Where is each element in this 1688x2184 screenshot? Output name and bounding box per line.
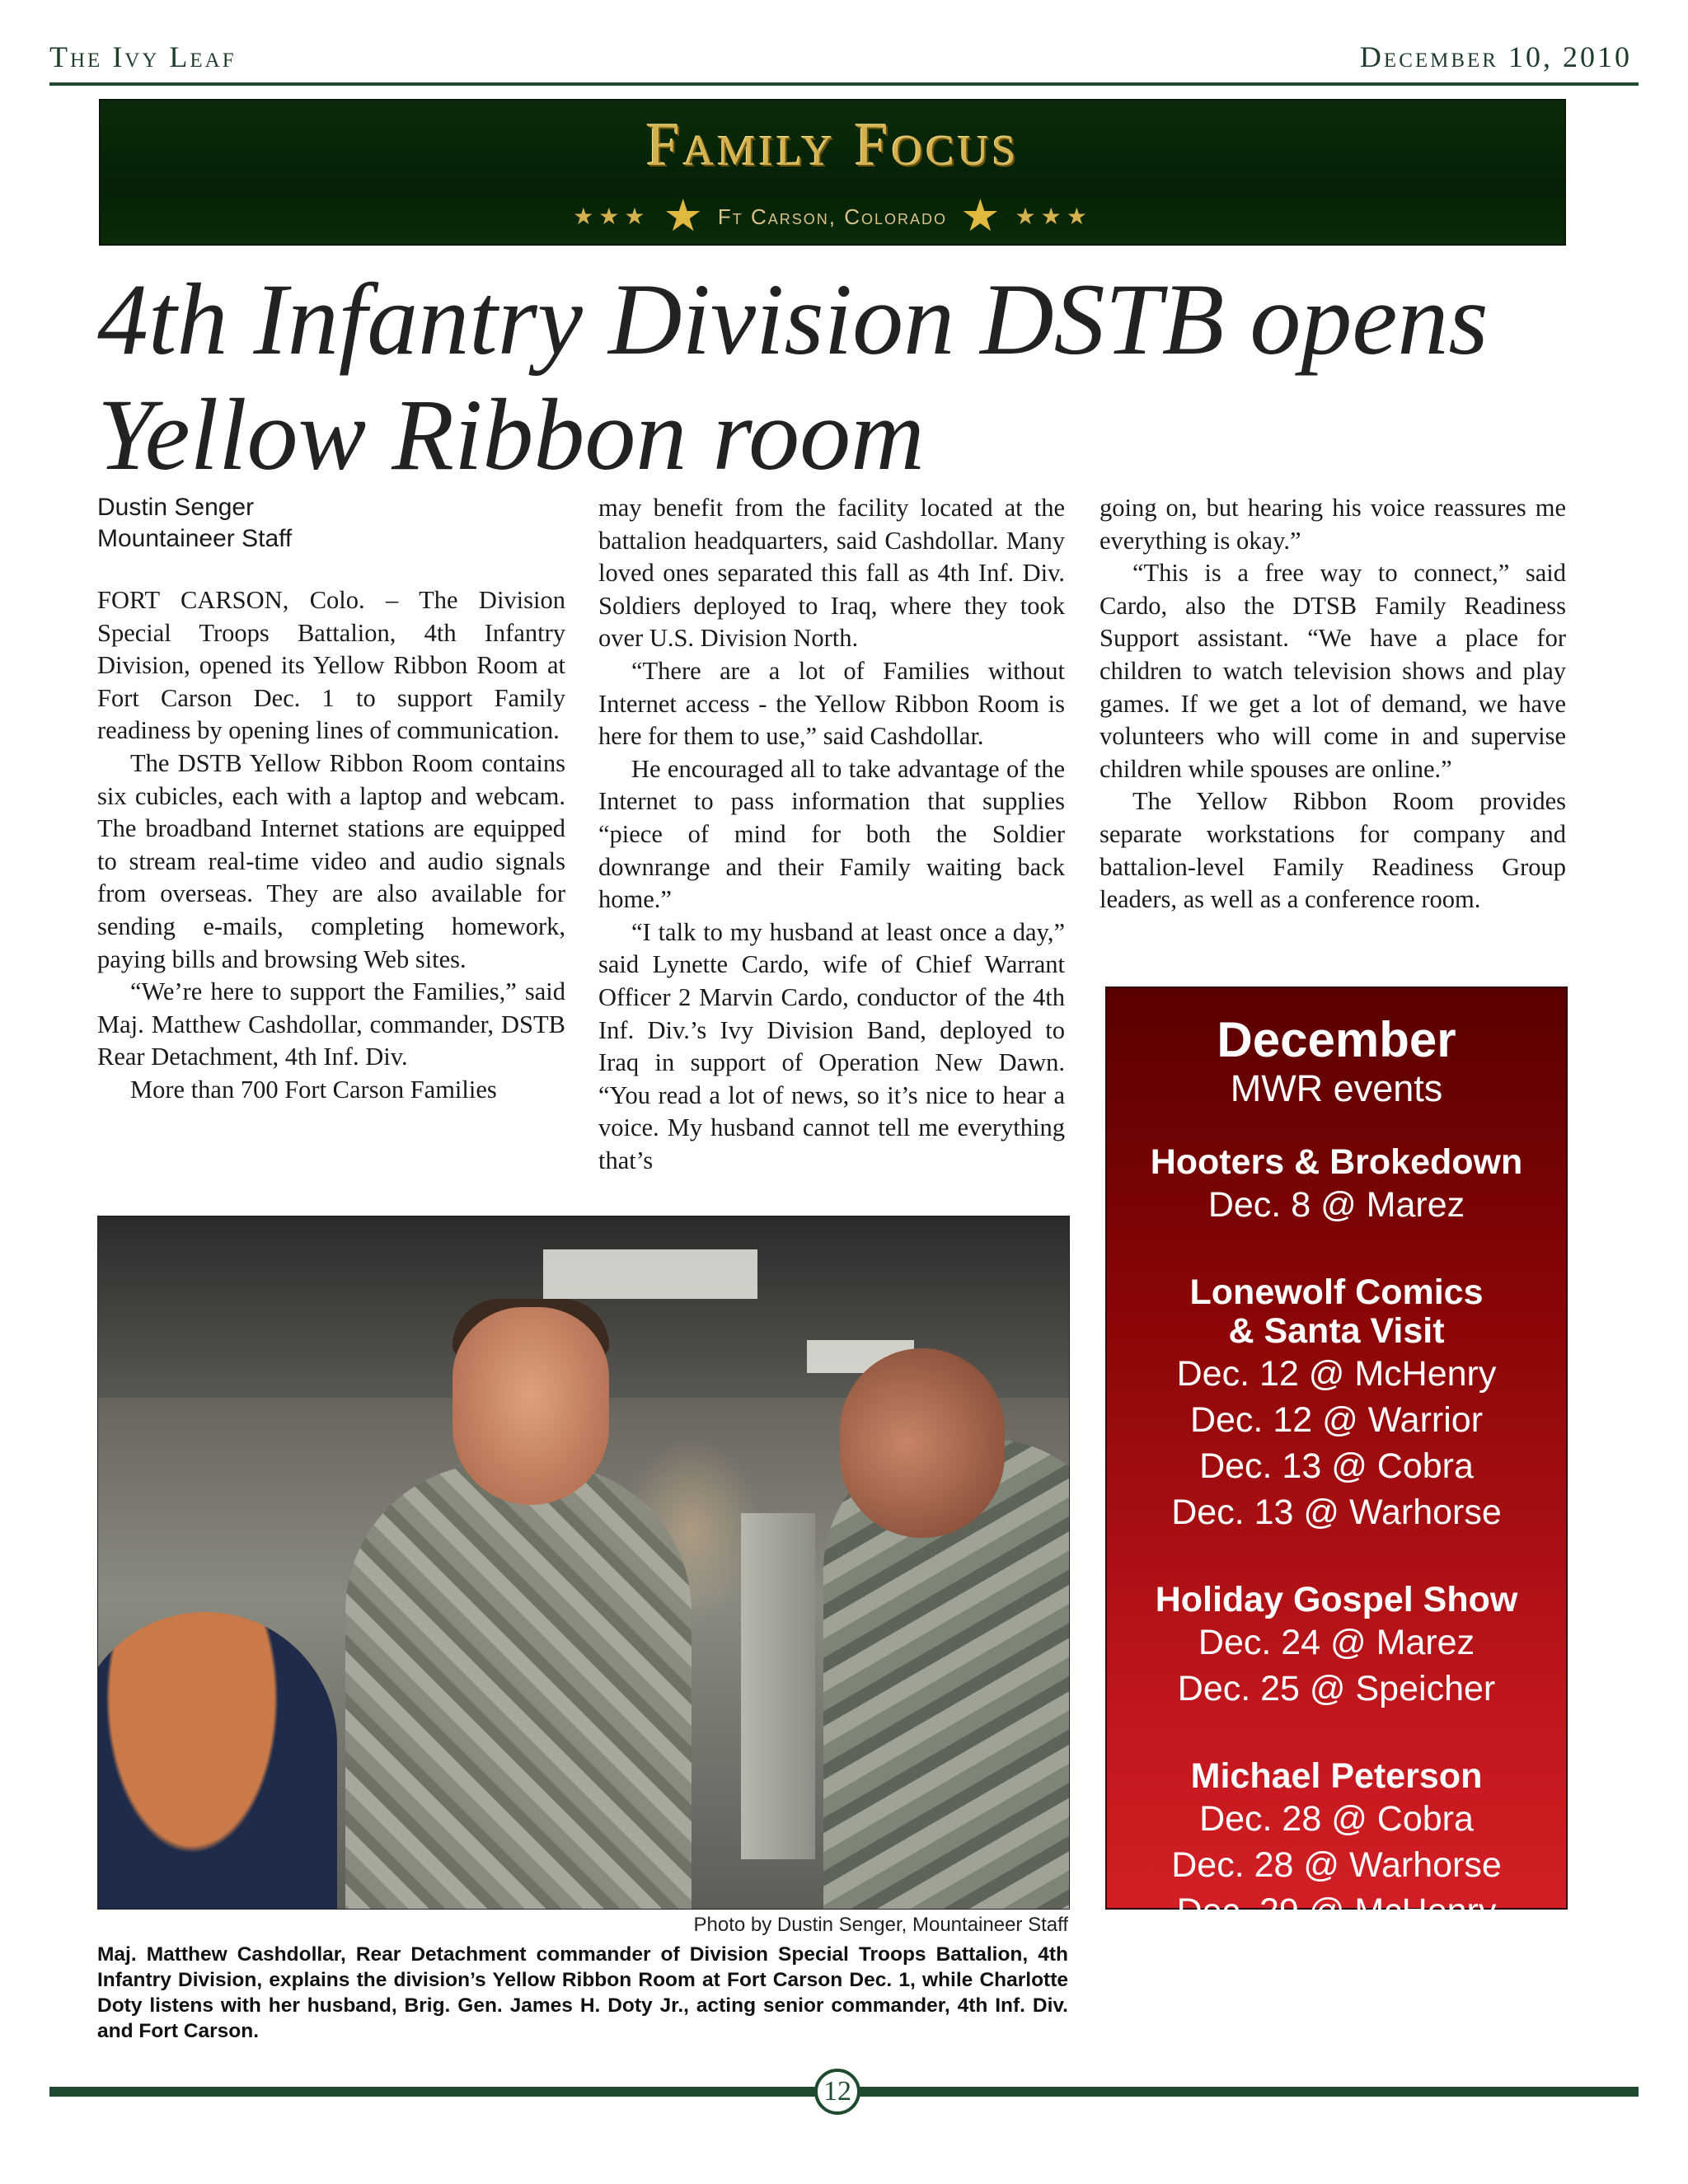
banner-subtitle-row [101,190,1564,241]
issue-date: December 10, 2010 [1359,40,1632,73]
header-rule [49,82,1639,86]
publication-name: The Ivy Leaf [49,40,237,73]
article-paragraph: He encouraged all to take advantage of the Internet to pass information that supplies “piece of mind for both the Soldier downrange and their Family waiting back home.” [598,754,1065,914]
article-column-2 [598,492,1065,1177]
event-name: Michael Peterson [1190,1756,1483,1796]
article-paragraph: going on, but hearing his voice reassures me everything is okay.” [1100,494,1566,555]
star-icon: ★★★ [1015,204,1092,229]
photo-credit: Photo by Dustin Senger, Mountaineer Staff [693,1914,1068,1936]
event-date: Dec. 28 @ Warhorse [1171,1845,1502,1885]
headline-line-1: 4th Infantry Division DSTB opens [97,263,1489,376]
article-paragraph: “We’re here to support the Families,” said Maj. Matthew Cashdollar, commander, DSTB Rear Detachment, 4th Inf. Div. [97,977,565,1071]
article-paragraph: “This is a free way to connect,” said Cardo, also the DTSB Family Readiness Support assistant. “We have a place for children to watch television shows and play games. If we get a lot of demand, we have volunteers who will come in and supervise children while spouses are online.” [1100,559,1566,783]
photo-caption: Maj. Matthew Cashdollar, Rear Detachment commander of Division Special Troops Battalion, 4th Infantry Division, explains the division’s Yellow Ribbon Room at Fort Carson Dec. 1, while Charlotte Doty listens with her husband, Brig. Gen. James H. Doty Jr., acting senior commander, 4th Inf. Div. and Fort Carson. [97,1943,1068,2042]
event-date: Dec. 24 @ Marez [1198,1623,1475,1662]
event-date: Dec. 12 @ McHenry [1176,1354,1497,1394]
page-number: 12 [814,2069,860,2115]
event-date: Dec. 29 @ Warrior [1189,1938,1484,1977]
event-date: Dec. 28 @ Cobra [1199,1799,1474,1839]
mwr-subtitle: MWR events [1230,1067,1443,1109]
article-headline [97,262,1597,493]
banner-subtitle: Ft Carson, Colorado [717,204,948,229]
byline-role: Mountaineer Staff [97,525,293,552]
star-icon: ★ [663,191,705,241]
general-head [840,1348,1005,1538]
section-banner [99,99,1566,246]
event-date: Dec. 25 @ Speicher [1177,1669,1496,1708]
mwr-event [1107,1273,1566,1535]
banner-title: Family Focus [645,111,1020,179]
article-paragraph: The DSTB Yellow Ribbon Room contains six cubicles, each with a laptop and webcam. The broadband Internet stations are equipped to stream real-time video and audio signals from overseas. They are also available for sending e-mails, completing homework, paying bills and browsing Web sites. [97,748,565,973]
article-paragraph: “I talk to my husband at least once a day,” said Lynette Cardo, wife of Chief Warrant Officer 2 Marvin Cardo, conductor of the 4th Inf. Div.’s Ivy Division Band, deployed to Iraq in support of Operation New Dawn. “You read a lot of news, so it’s nice to hear a voice. My husband cannot tell me everything that’s [598,917,1065,1174]
event-date: Dec. 13 @ Warhorse [1171,1493,1502,1532]
article-column-1 [97,492,565,1107]
star-icon: ★★★ [573,204,650,229]
woman-figure [97,1612,337,1910]
article-paragraph: The Yellow Ribbon Room provides separate workstations for company and battalion-level Family Readiness Group leaders, as well as a conference room. [1100,787,1566,914]
article-paragraph: More than 700 Fort Carson Families [130,1075,497,1104]
event-name-line-2: & Santa Visit [1228,1311,1445,1351]
ceiling-light [543,1249,757,1299]
article-photo [97,1216,1070,1910]
soldier-head [452,1307,609,1505]
event-name: Lonewolf Comics [1189,1272,1484,1312]
event-date: Dec. 29 @ McHenry [1176,1891,1497,1931]
headline-line-2: Yellow Ribbon room [97,378,925,491]
mwr-event [1107,1757,1566,1980]
article-paragraph: may benefit from the facility located at the battalion headquarters, said Cashdollar. Many loved ones separated this fall as 4th Inf. Div. Soldiers deployed to Iraq, where they took over U.S. Division North. [598,494,1065,653]
star-icon: ★ [960,191,1002,241]
mwr-event [1107,1143,1566,1228]
article-paragraph: “There are a lot of Families without Internet access - the Yellow Ribbon Room is here for them to use,” said Cashdollar. [598,656,1065,751]
soldier-figure [345,1464,692,1910]
mwr-title: December [1217,1012,1456,1067]
event-date: Dec. 13 @ Cobra [1199,1446,1474,1486]
event-date: Dec. 12 @ Warrior [1189,1400,1484,1440]
byline-author: Dustin Senger [97,494,255,521]
cubicle-partition [741,1513,815,1859]
event-name: Holiday Gospel Show [1155,1580,1518,1619]
mwr-event [1107,1581,1566,1712]
article-column-3 [1100,492,1566,916]
article-paragraph: FORT CARSON, Colo. – The Division Special Troops Battalion, 4th Infantry Division, opened its Yellow Ribbon Room at Fort Carson Dec. 1 to support Family readiness by opening lines of communication. [97,586,565,745]
event-name: Hooters & Brokedown [1150,1142,1523,1182]
event-date: Dec. 8 @ Marez [1207,1185,1465,1225]
byline [97,492,565,555]
mwr-events-box [1105,987,1568,1977]
